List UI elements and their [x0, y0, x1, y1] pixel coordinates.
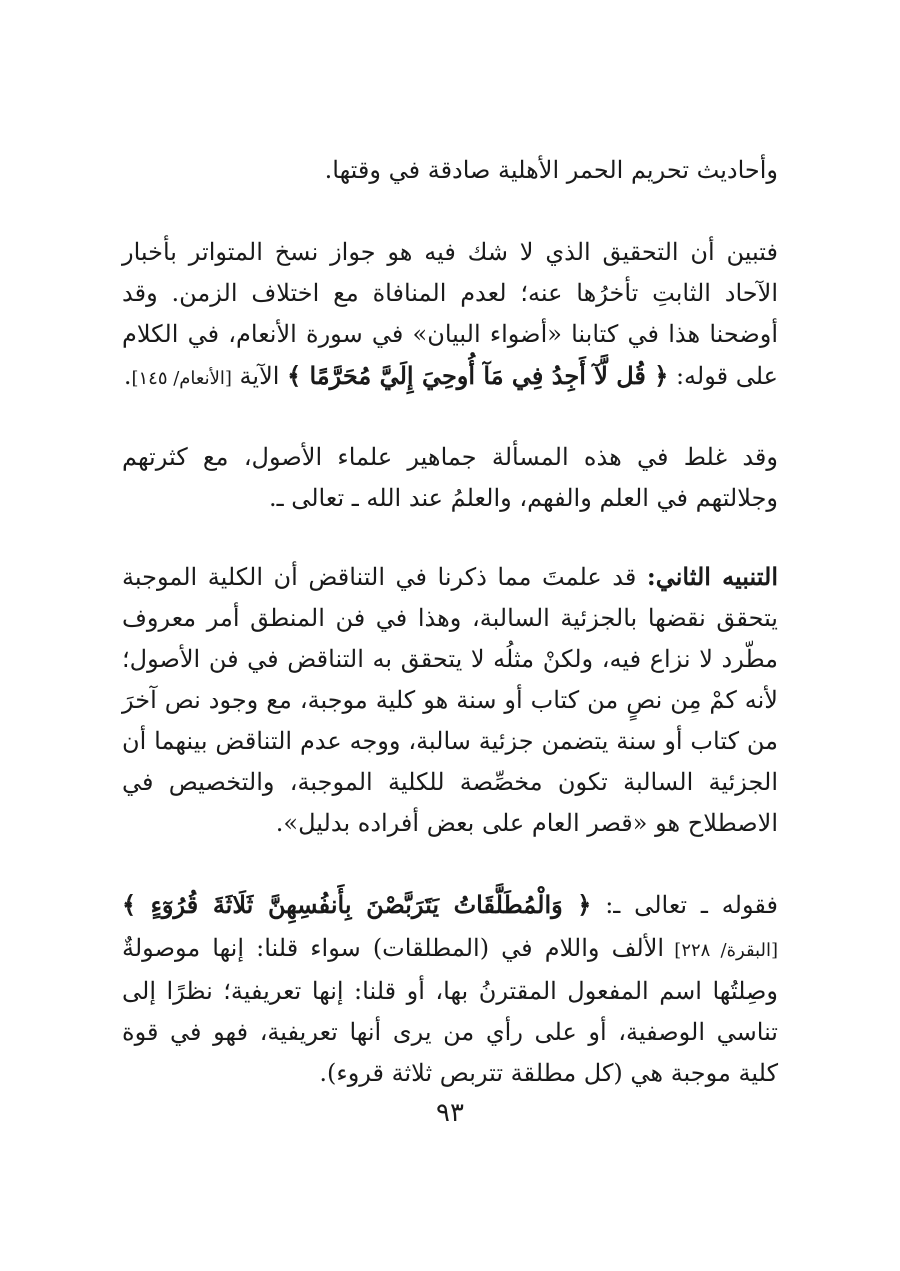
- paragraph-4: [122, 556, 778, 844]
- paragraph-5-text: [122, 884, 778, 1094]
- paragraph-3-text: وقد غلط في هذه المسألة جماهير علماء الأصول، مع كثرتهم وجلالتهم في العلم والفهم، والعلمُ عند الله ـ تعالى ـ.: [122, 443, 778, 512]
- page-number: ٩٣: [436, 1098, 464, 1128]
- paragraph-4-body: قد علمتَ مما ذكرنا في التناقض أن الكلية الموجبة يتحقق نقضها بالجزئية السالبة، وهذا في فن المنطق أمر معروف مطّرد لا نزاع فيه، ولكنْ مثلُه لا يتحقق به التناقض في فن الأصول؛ لأنه كمْ مِن نصٍ من كتاب أو سنة هو كلية موجبة، مع وجود نص آخرَ من كتاب أو سنة يتضمن جزئية سالبة، ووجه عدم التناقض بينهما أن الجزئية السالبة تكون مخصِّصة للكلية الموجبة، والتخصيص في الاصطلاح هو «قصر العام على بعض أفراده بدليل».: [122, 563, 778, 837]
- quran-verse-baqarah: ﴿ وَالْمُطَلَّقَاتُ يَتَرَبَّصْنَ بِأَنفُسِهِنَّ ثَلَاثَةَ قُرُوٓءٍ ﴾: [122, 890, 592, 919]
- paragraph-2-text-b: الآية: [231, 362, 288, 390]
- quran-verse-anam: ﴿ قُل لَّآ أَجِدُ فِي مَآ أُوحِيَ إِلَيَّ مُحَرَّمًا ﴾: [287, 361, 669, 390]
- paragraph-5: [122, 884, 778, 1094]
- paragraph-5-text-a: فقوله ـ تعالى ـ:: [591, 891, 779, 919]
- section-heading: التنبيه الثاني:: [646, 562, 778, 591]
- paragraph-1: [122, 150, 778, 191]
- paragraph-4-text: [122, 556, 778, 844]
- paragraph-3: [122, 437, 778, 519]
- paragraph-5-text-b: الألف واللام في (المطلقات) سواء قلنا: إنها موصولةٌ وصِلتُها اسم المفعول المقترنُ بها، أو قلنا: إنها تعريفية؛ نظرًا إلى تناسي الوصفية، أو على رأي من يرى أنها تعريفية، فهو في قوة كلية موجبة هي (كل مطلقة تتربص ثلاثة قروء).: [122, 934, 778, 1087]
- paragraph-2-text: [122, 232, 778, 399]
- verse-reference-baqarah: [البقرة/ ٢٢٨]: [664, 940, 779, 961]
- paragraph-2: [122, 232, 778, 399]
- paragraph-2-text-a: فتبين أن التحقيق الذي لا شك فيه هو جواز نسخ المتواتر بأخبار الآحاد الثابتِ تأخرُها عنه؛ لعدم المنافاة مع اختلاف الزمن. وقد أوضحنا هذا في كتابنا «أضواء البيان» في سورة الأنعام، في الكلام على قوله:: [122, 238, 778, 390]
- paragraph-1-text: وأحاديث تحريم الحمر الأهلية صادقة في وقتها.: [324, 156, 778, 184]
- paragraph-2-text-c: .: [123, 362, 132, 390]
- verse-reference-anam: [الأنعام/ ١٤٥]: [131, 368, 232, 389]
